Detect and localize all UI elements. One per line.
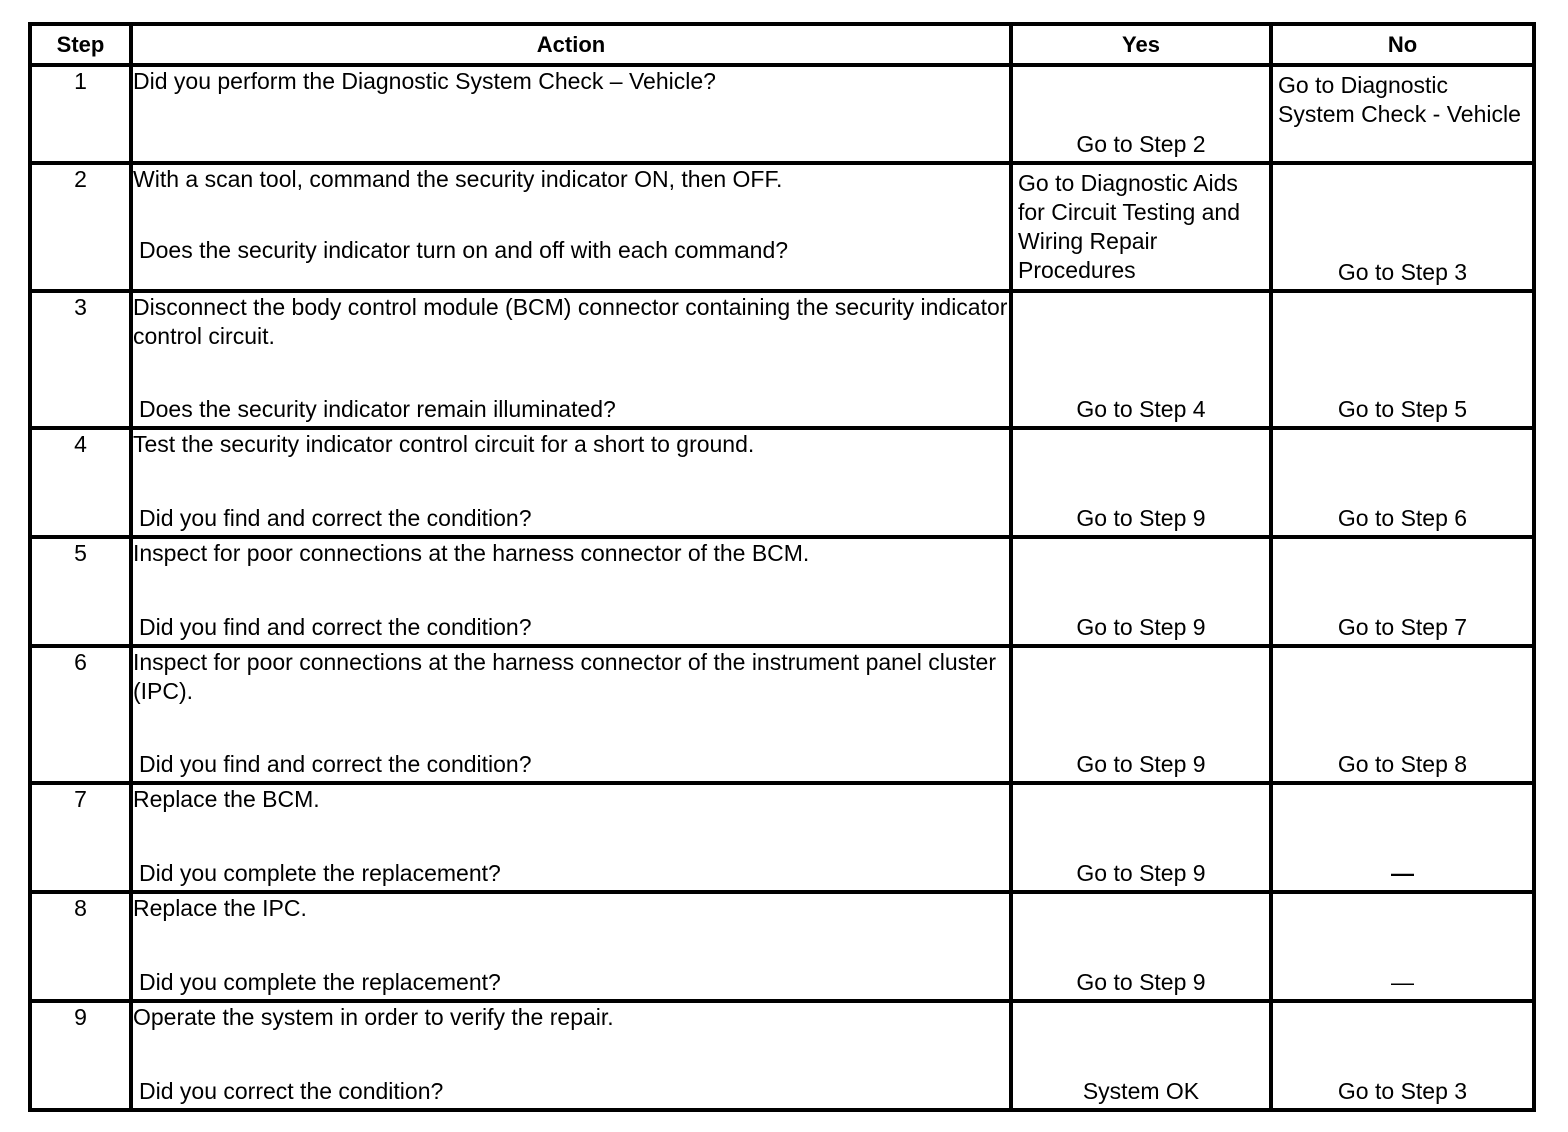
step-number: 5: [30, 537, 131, 646]
yes-cell: [1011, 646, 1271, 783]
yes-result: Go to Step 9: [1076, 505, 1206, 531]
no-result: Go to Diagnostic System Check - Vehicle: [1278, 72, 1521, 127]
no-cell: [1271, 65, 1534, 163]
table-row: [30, 1001, 1534, 1110]
step-number: 6: [30, 646, 131, 783]
header-row: [30, 24, 1534, 65]
action-text: Inspect for poor connections at the harness connector of the BCM.: [133, 540, 810, 566]
yes-cell: [1011, 163, 1271, 291]
yes-result: Go to Step 9: [1076, 860, 1206, 886]
header-step: Step: [30, 24, 131, 65]
no-cell: [1271, 163, 1534, 291]
action-text: Replace the BCM.: [133, 786, 320, 812]
yes-cell: [1011, 65, 1271, 163]
yes-result: Go to Step 4: [1076, 396, 1206, 422]
action-text: Did you perform the Diagnostic System Check – Vehicle?: [133, 68, 716, 94]
yes-result: Go to Step 9: [1076, 969, 1206, 995]
header-yes: Yes: [1011, 24, 1271, 65]
yes-cell: [1011, 291, 1271, 428]
action-cell: [131, 892, 1011, 1001]
step-number: 2: [30, 163, 131, 291]
yes-result: Go to Diagnostic Aids for Circuit Testing and Wiring Repair Procedures: [1018, 170, 1241, 283]
no-cell: [1271, 291, 1534, 428]
action-cell: [131, 646, 1011, 783]
yes-result: Go to Step 9: [1076, 751, 1206, 777]
table-row: [30, 892, 1534, 1001]
step-number: 4: [30, 428, 131, 537]
action-question: Did you find and correct the condition?: [139, 505, 532, 531]
yes-cell: [1011, 892, 1271, 1001]
step-number: 1: [30, 65, 131, 163]
table-row: [30, 291, 1534, 428]
no-cell: [1271, 646, 1534, 783]
step-number: 9: [30, 1001, 131, 1110]
no-cell: [1271, 537, 1534, 646]
action-cell: [131, 163, 1011, 291]
no-result: Go to Step 6: [1337, 505, 1468, 531]
no-result: Go to Step 7: [1337, 614, 1468, 640]
yes-result: Go to Step 2: [1076, 131, 1206, 157]
action-cell: [131, 65, 1011, 163]
action-question: Did you complete the replacement?: [139, 969, 501, 995]
yes-result: Go to Step 9: [1076, 614, 1206, 640]
action-text: Test the security indicator control circuit for a short to ground.: [133, 431, 755, 457]
step-number: 7: [30, 783, 131, 892]
table-row: [30, 646, 1534, 783]
action-question: Did you find and correct the condition?: [139, 614, 532, 640]
yes-cell: [1011, 1001, 1271, 1110]
action-text: Disconnect the body control module (BCM) connector containing the security indicator control circuit.: [133, 294, 1008, 349]
action-cell: [131, 783, 1011, 892]
action-cell: [131, 1001, 1011, 1110]
action-cell: [131, 291, 1011, 428]
yes-cell: [1011, 537, 1271, 646]
step-number: 8: [30, 892, 131, 1001]
yes-cell: [1011, 783, 1271, 892]
no-result: Go to Step 3: [1337, 1078, 1468, 1104]
action-question: Did you correct the condition?: [139, 1078, 444, 1104]
no-result: —: [1391, 860, 1414, 886]
no-result: —: [1391, 969, 1414, 995]
no-result: Go to Step 3: [1337, 259, 1468, 285]
action-cell: [131, 428, 1011, 537]
header-action: Action: [131, 24, 1011, 65]
action-cell: [131, 537, 1011, 646]
table-row: [30, 537, 1534, 646]
yes-cell: [1011, 428, 1271, 537]
diagnostic-table: [28, 22, 1536, 1112]
step-number: 3: [30, 291, 131, 428]
action-text: With a scan tool, command the security indicator ON, then OFF.: [133, 166, 783, 192]
action-text: Inspect for poor connections at the harness connector of the instrument panel cluster (IPC).: [133, 649, 996, 704]
table-row: [30, 428, 1534, 537]
no-cell: [1271, 1001, 1534, 1110]
table-row: [30, 163, 1534, 291]
no-result: Go to Step 5: [1337, 396, 1468, 422]
action-question: Did you find and correct the condition?: [139, 751, 532, 777]
action-text: Operate the system in order to verify the repair.: [133, 1004, 614, 1030]
no-result: Go to Step 8: [1337, 751, 1468, 777]
table-row: [30, 783, 1534, 892]
yes-result: System OK: [1082, 1078, 1200, 1104]
action-question: Did you complete the replacement?: [139, 860, 501, 886]
no-cell: [1271, 892, 1534, 1001]
no-cell: [1271, 428, 1534, 537]
table-row: [30, 65, 1534, 163]
header-no: No: [1271, 24, 1534, 65]
action-text: Replace the IPC.: [133, 895, 307, 921]
action-question: Does the security indicator remain illuminated?: [139, 396, 616, 422]
action-question: Does the security indicator turn on and off with each command?: [139, 237, 789, 263]
no-cell: [1271, 783, 1534, 892]
